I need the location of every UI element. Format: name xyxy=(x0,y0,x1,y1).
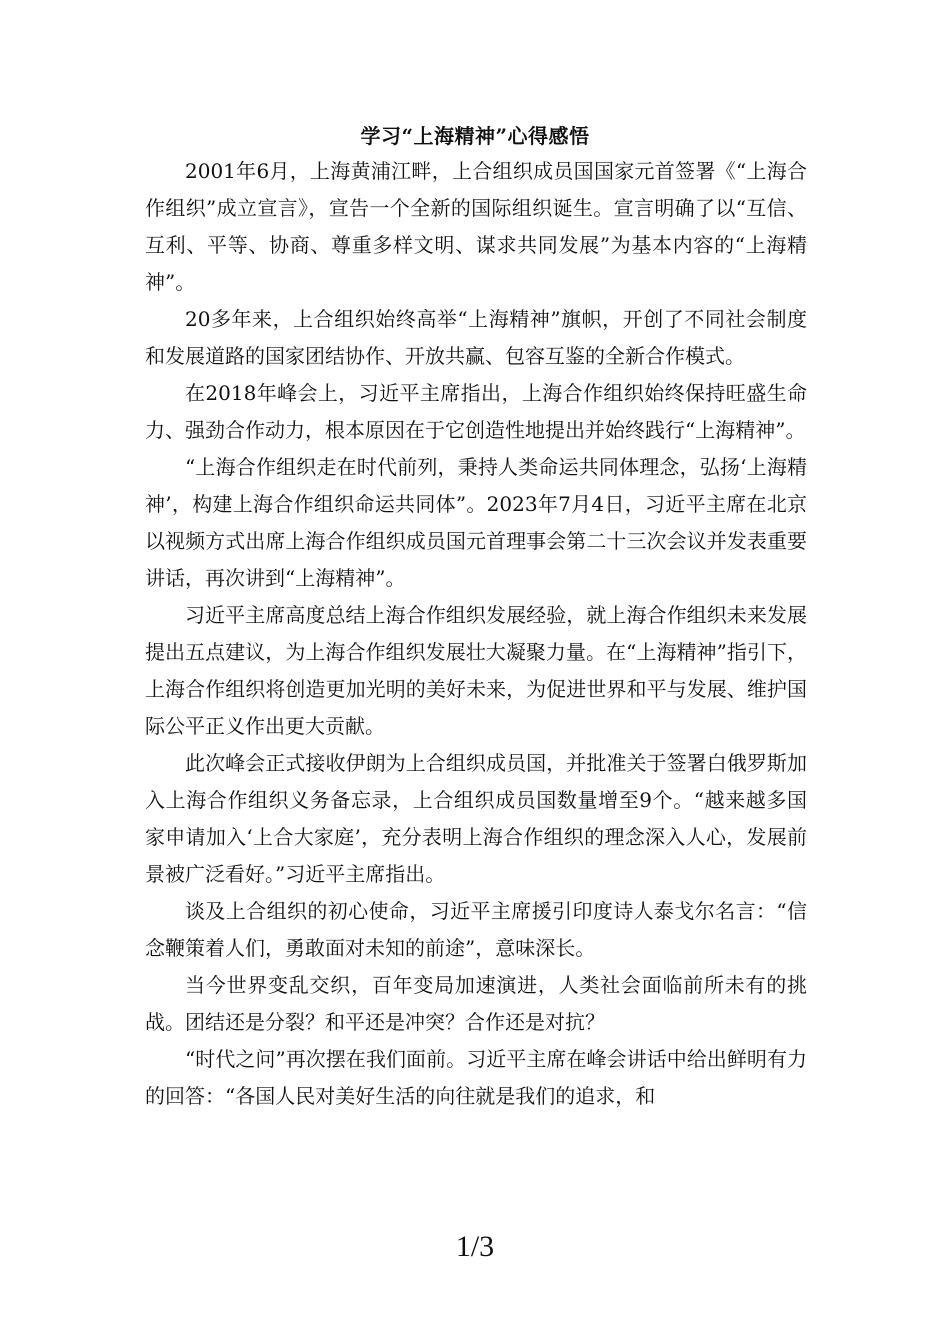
document-body xyxy=(145,153,807,1115)
paragraph-3: 在2018年峰会上，习近平主席指出，上海合作组织始终保持旺盛生命力、强劲合作动力，根本原因在于它创造性地提出并始终践行“上海精神”。 xyxy=(145,381,807,442)
paragraph-9: “时代之问”再次摆在我们面前。习近平主席在峰会讲话中给出鲜明有力的回答：“各国人民对美好生活的向往就是我们的追求，和 xyxy=(145,1047,807,1108)
paragraph-6: 此次峰会正式接收伊朗为上合组织成员国，并批准关于签署白俄罗斯加入上海合作组织义务备忘录，上合组织成员国数量增至9个。“越来越多国家申请加入‘上合大家庭’，充分表明上海合作组织的理念深入人心，发展前景被广泛看好。”习近平主席指出。 xyxy=(145,751,807,886)
paragraph-1: 2001年6月，上海黄浦江畔，上合组织成员国国家元首签署《“上海合作组织”成立宣言》，宣告一个全新的国际组织诞生。宣言明确了以“互信、互利、平等、协商、尊重多样文明、谋求共同发展”为基本内容的“上海精神”。 xyxy=(145,159,807,294)
paragraph-4: “上海合作组织走在时代前列，秉持人类命运共同体理念，弘扬‘上海精神’，构建上海合作组织命运共同体”。2023年7月4日，习近平主席在北京以视频方式出席上海合作组织成员国元首理事会第二十三次会议并发表重要讲话，再次讲到“上海精神”。 xyxy=(145,455,807,590)
paragraph-8: 当今世界变乱交织，百年变局加速演进，人类社会面临前所未有的挑战。团结还是分裂？和平还是冲突？合作还是对抗？ xyxy=(145,973,807,1034)
paragraph-2: 20多年来，上合组织始终高举“上海精神”旗帜，开创了不同社会制度和发展道路的国家团结协作、开放共赢、包容互鉴的全新合作模式。 xyxy=(145,307,807,368)
paragraph-5: 习近平主席高度总结上海合作组织发展经验，就上海合作组织未来发展提出五点建议，为上海合作组织发展壮大凝聚力量。在“上海精神”指引下，上海合作组织将创造更加光明的美好未来，为促进世界和平与发展、维护国际公平正义作出更大贡献。 xyxy=(145,603,807,738)
page-number: 1/3 xyxy=(455,1230,495,1263)
document-title: 学习“上海精神”心得感悟 xyxy=(360,124,590,148)
paragraph-7: 谈及上合组织的初心使命，习近平主席援引印度诗人泰戈尔名言：“信念鞭策着人们，勇敢面对未知的前途”，意味深长。 xyxy=(145,899,807,960)
